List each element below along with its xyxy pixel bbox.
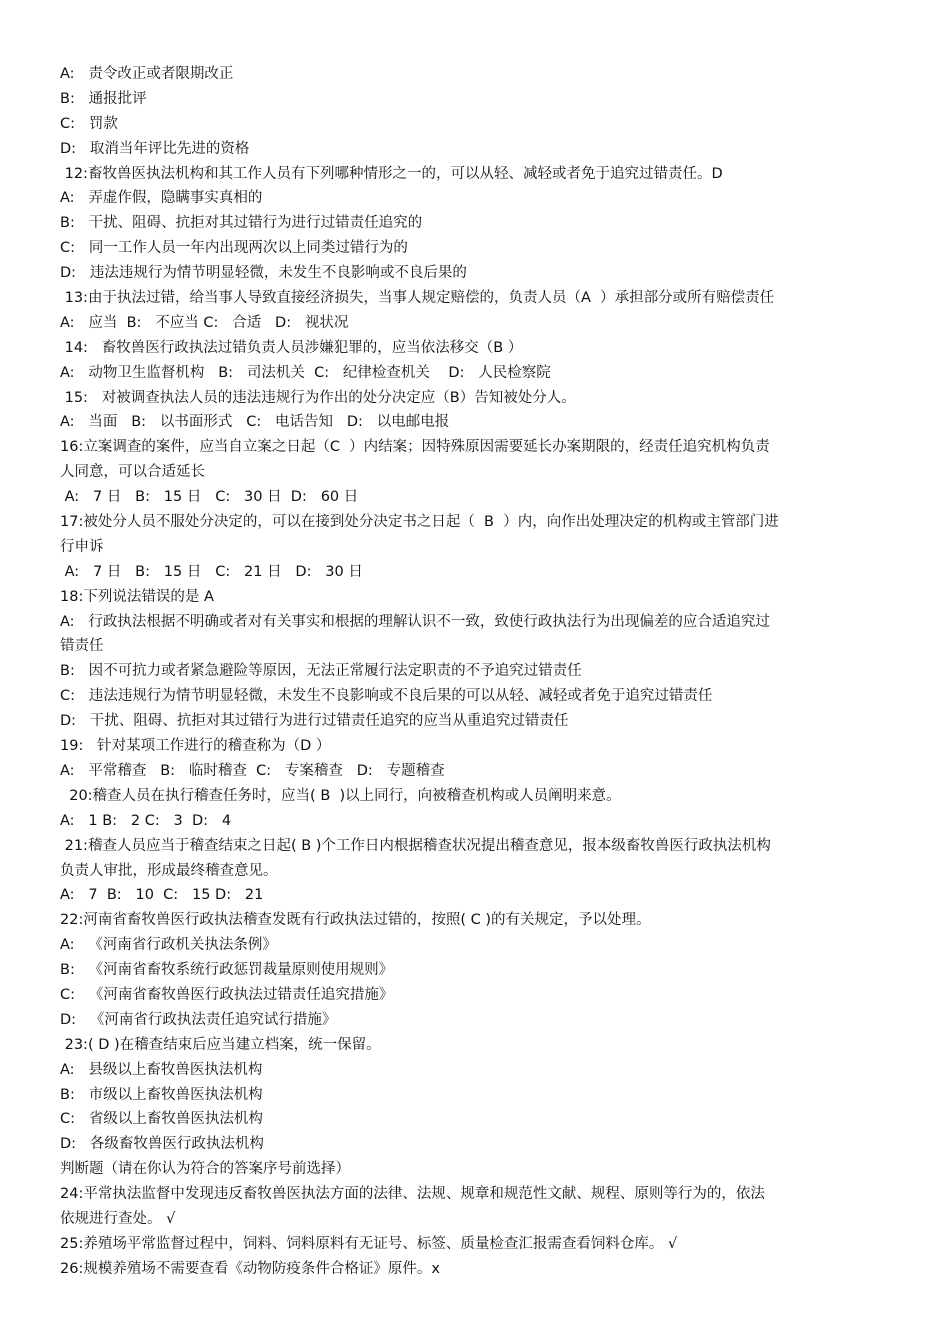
- question-25: 25:养殖场平常监督过程中，饲料、饲料原料有无证号、标签、质量检查汇报需查看饲料仓库。 √: [60, 1235, 678, 1252]
- question-23: 23:( D )在稽查结束后应当建立档案，统一保留。: [60, 1036, 381, 1053]
- option-b-line: B: 通报批评: [60, 90, 147, 107]
- question-17-continued: 行申诉: [60, 538, 104, 555]
- question-14: 14: 畜牧兽医行政执法过错负责人员涉嫌犯罪的，应当依法移交（B ）: [60, 339, 523, 356]
- options-line: A: 1 B: 2 C: 3 D: 4: [60, 812, 232, 829]
- option-d-line: D: 《河南省行政执法责任追究试行措施》: [60, 1011, 337, 1028]
- question-13: 13:由于执法过错，给当事人导致直接经济损失，当事人规定赔偿的，负责人员（A ）承担部分或所有赔偿责任: [60, 290, 775, 307]
- option-c-line: C: 《河南省畜牧兽医行政执法过错责任追究措施》: [60, 986, 394, 1003]
- question-26: 26:规模养殖场不需要查看《动物防疫条件合格证》原件。x: [60, 1260, 440, 1277]
- option-a-line: A: 《河南省行政机关执法条例》: [60, 937, 277, 954]
- options-line: A: 应当 B: 不应当 C: 合适 D: 视状况: [60, 314, 349, 331]
- question-16: 16:立案调查的案件，应当自立案之日起（C ）内结案；因特殊原因需要延长办案期限的，经责任追究机构负责: [60, 439, 770, 456]
- option-a-line: A: 行政执法根据不明确或者对有关事实和根据的理解认识不一致，致使行政执法行为出现偏差的应合适追究过: [60, 613, 770, 630]
- option-c-line: C: 同一工作人员一年内出现两次以上同类过错行为的: [60, 240, 408, 257]
- question-21: 21:稽查人员应当于稽查结束之日起( B )个工作日内根据稽查状况提出稽查意见，报本级畜牧兽医行政执法机构: [60, 837, 771, 854]
- option-c-line: C: 违法违规行为情节明显轻微，未发生不良影响或不良后果的可以从轻、减轻或者免于追究过错责任: [60, 688, 713, 705]
- option-d-line: D: 干扰、阻碍、抗拒对其过错行为进行过错责任追究的应当从重追究过错责任: [60, 713, 569, 730]
- question-21-continued: 负责人审批，形成最终稽查意见。: [60, 862, 278, 879]
- option-d-line: D: 各级畜牧兽医行政执法机构: [60, 1136, 264, 1153]
- question-17: 17:被处分人员不服处分决定的，可以在接到处分决定书之日起（ B ）内，向作出处理决定的机构或主管部门进: [60, 514, 779, 531]
- question-22: 22:河南省畜牧兽医行政执法稽查发既有行政执法过错的，按照( C )的有关规定，予以处理。: [60, 912, 651, 929]
- option-b-line: B: 因不可抗力或者紧急避险等原因，无法正常履行法定职责的不予追究过错责任: [60, 663, 582, 680]
- question-20: 20:稽查人员在执行稽查任务时，应当( B )以上同行，向被稽查机构或人员阐明来意。: [60, 787, 621, 804]
- question-24-continued: 依规进行查处。 √: [60, 1210, 176, 1227]
- options-line: A: 7 日 B: 15 日 C: 21 日 D: 30 日: [60, 563, 363, 580]
- question-24: 24:平常执法监督中发现违反畜牧兽医执法方面的法律、法规、规章和规范性文献、规程、原则等行为的，依法: [60, 1186, 765, 1203]
- option-a-continued: 错责任: [60, 638, 104, 655]
- option-b-line: B: 《河南省畜牧系统行政惩罚裁量原则使用规则》: [60, 962, 394, 979]
- question-16-continued: 人同意，可以合适延长: [60, 464, 205, 481]
- options-line: A: 平常稽查 B: 临时稽查 C: 专案稽查 D: 专题稽查: [60, 762, 445, 779]
- question-15: 15: 对被调查执法人员的违法违规行为作出的处分决定应（B）告知被处分人。: [60, 389, 576, 406]
- option-d-line: D: 取消当年评比先进的资格: [60, 140, 250, 157]
- option-b-line: B: 市级以上畜牧兽医执法机构: [60, 1086, 263, 1103]
- option-a-line: A: 责令改正或者限期改正: [60, 66, 234, 82]
- section-heading-true-false: 判断题（请在你认为符合的答案序号前选择）: [60, 1161, 350, 1178]
- option-c-line: C: 省级以上畜牧兽医执法机构: [60, 1111, 263, 1128]
- question-18: 18:下列说法错误的是 A: [60, 588, 214, 605]
- option-b-line: B: 干扰、阻碍、抗拒对其过错行为进行过错责任追究的: [60, 215, 423, 232]
- option-c-line: C: 罚款: [60, 115, 118, 132]
- question-12: 12:畜牧兽医执法机构和其工作人员有下列哪种情形之一的，可以从轻、减轻或者免于追究过错责任。D: [60, 165, 723, 182]
- option-a-line: A: 县级以上畜牧兽医执法机构: [60, 1061, 263, 1078]
- options-line: A: 当面 B: 以书面形式 C: 电话告知 D: 以电邮电报: [60, 414, 450, 431]
- option-a-line: A: 弄虚作假，隐瞒事实真相的: [60, 190, 263, 207]
- options-line: A: 7 日 B: 15 日 C: 30 日 D: 60 日: [60, 489, 359, 506]
- question-19: 19: 针对某项工作进行的稽查称为（D ）: [60, 738, 331, 755]
- options-line: A: 动物卫生监督机构 B: 司法机关 C: 纪律检查机关 D: 人民检察院: [60, 364, 551, 381]
- option-d-line: D: 违法违规行为情节明显轻微，未发生不良影响或不良后果的: [60, 265, 467, 282]
- options-line: A: 7 B: 10 C: 15 D: 21: [60, 887, 264, 904]
